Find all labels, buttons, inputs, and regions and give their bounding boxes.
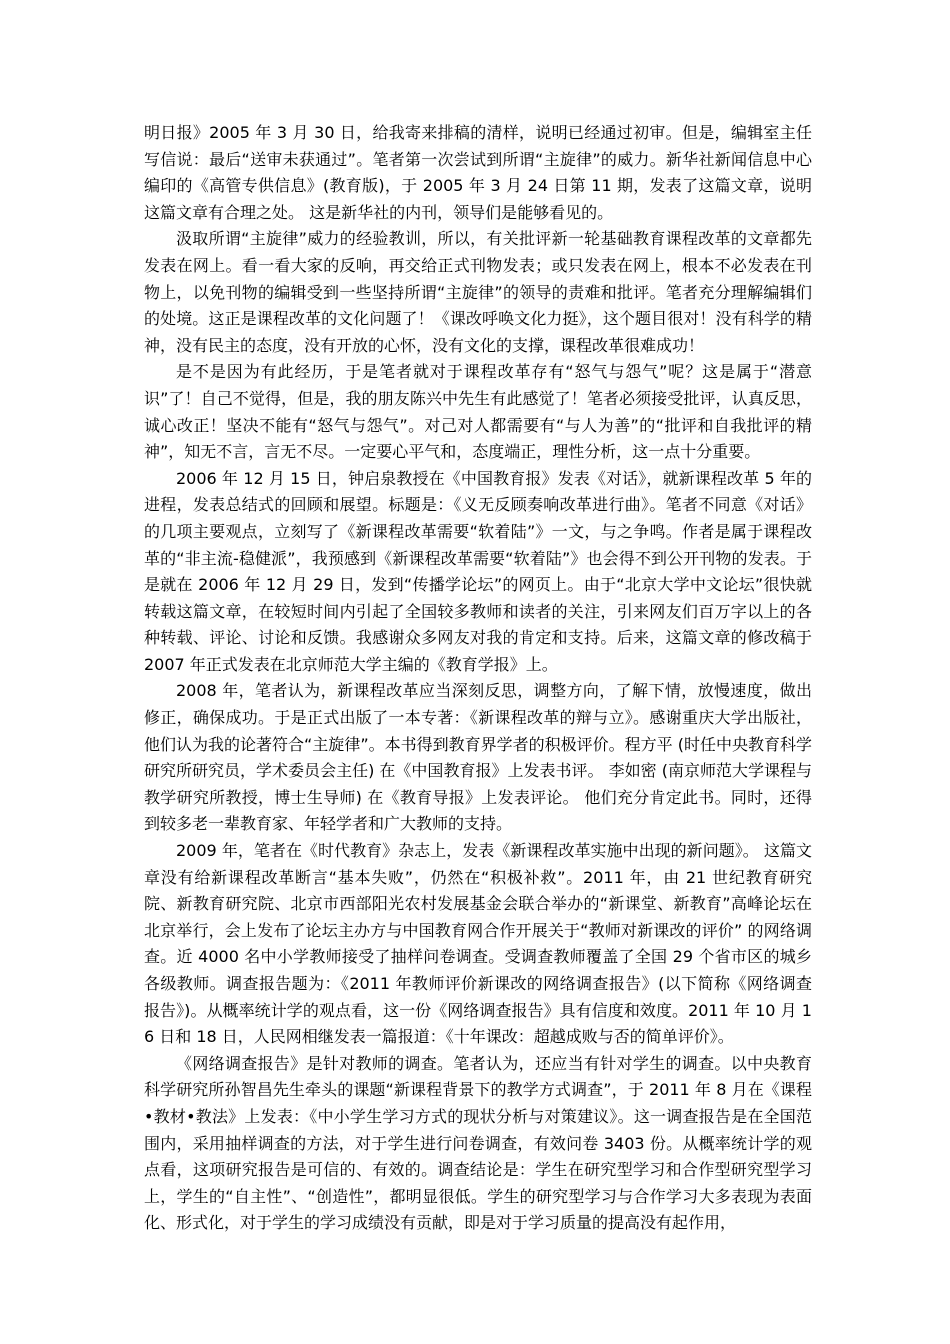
paragraph-4: 2006 年 12 月 15 日，钟启泉教授在《中国教育报》发表《对话》，就新课程改革 5 年的进程，发表总结式的回顾和展望。标题是：《义无反顾奏响改革进行曲》。笔者不同意《对话》的几项主要观点，立刻写了《新课程改革需要“软着陆”》一文，与之争鸣。作者是属于课程改革的“非主流-稳健派”，我预感到《新课程改革需要“软着陆”》也会得不到公开刊物的发表。于是就在 2006 年 12 月 29 日，发到“传播学论坛”的网页上。由于“北京大学中文论坛”很快就转载这篇文章，在较短时间内引起了全国较多教师和读者的关注，引来网友们百万字以上的各种转载、评论、讨论和反馈。我感谢众多网友对我的肯定和支持。后来，这篇文章的修改稿于 2007 年正式发表在北京师范大学主编的《教育学报》上。 xyxy=(144,468,812,674)
paragraph-2: 汲取所谓“主旋律”威力的经验教训，所以，有关批评新一轮基础教育课程改革的文章都先发表在网上。看一看大家的反响，再交给正式刊物发表；或只发表在网上，根本不必发表在刊物上，以免刊物的编辑受到一些坚持所谓“主旋律”的领导的责难和批评。笔者充分理解编辑们的处境。这正是课程改革的文化问题了！《课改呼唤文化力挺》，这个题目很对！没有科学的精神，没有民主的态度，没有开放的心怀，没有文化的支撑，课程改革很难成功！ xyxy=(144,229,812,355)
document-body xyxy=(144,120,812,1237)
paragraph-1: 明日报》2005 年 3 月 30 日，给我寄来排稿的清样，说明已经通过初审。但是，编辑室主任写信说：最后“送审未获通过”。笔者第一次尝试到所谓“主旋律”的威力。新华社新闻信息中心编印的《高管专供信息》(教育版)，于 2005 年 3 月 24 日第 11 期，发表了这篇文章，说明这篇文章有合理之处。 这是新华社的内刊，领导们是能够看见的。 xyxy=(144,123,812,222)
paragraph-3: 是不是因为有此经历，于是笔者就对于课程改革存有“怒气与怨气”呢？这是属于“潜意识”了！自己不觉得，但是，我的朋友陈兴中先生有此感觉了！笔者必须接受批评，认真反思，诚心改正！坚决不能有“怒气与怨气”。对己对人都需要有“与人为善”的“批评和自我批评的精神”，知无不言，言无不尽。一定要心平气和，态度端正，理性分析，这一点十分重要。 xyxy=(144,362,812,462)
paragraph-5: 2008 年，笔者认为，新课程改革应当深刻反思，调整方向，了解下情，放慢速度，做出修正，确保成功。于是正式出版了一本专著：《新课程改革的辩与立》。感谢重庆大学出版社，他们认为我的论著符合“主旋律”。本书得到教育界学者的积极评价。程方平 (时任中央教育科学研究所研究员，学术委员会主任) 在《中国教育报》上发表书评。 李如密 (南京师范大学课程与教学研究所教授，博士生导师) 在《教育导报》上发表评论。 他们充分肯定此书。同时，还得到较多老一辈教育家、年轻学者和广大教师的支持。 xyxy=(144,681,812,834)
paragraph-7: 《网络调查报告》是针对教师的调查。笔者认为，还应当有针对学生的调查。以中央教育科学研究所孙智昌先生牵头的课题“新课程背景下的教学方式调查”，于 2011 年 8 月在《课程•教材•教法》上发表：《中小学生学习方式的现状分析与对策建议》。这一调查报告是在全国范围内，采用抽样调查的方法，对于学生进行问卷调查，有效问卷 3403 份。从概率统计学的观点看，这项研究报告是可信的、有效的。调查结论是：学生在研究型学习和合作型研究型学习上，学生的“自主性”、“创造性”，都明显很低。学生的研究型学习与合作学习大多表现为表面化、形式化，对于学生的学习成绩没有贡献，即是对于学习质量的提高没有起作用， xyxy=(144,1053,812,1233)
paragraph-6: 2009 年，笔者在《时代教育》杂志上，发表《新课程改革实施中出现的新问题》。 这篇文章没有给新课程改革断言“基本失败”，仍然在“积极补救”。2011 年，由 21 世纪教育研究院、新教育研究院、北京市西部阳光农村发展基金会联合举办的“新课堂、新教育”高峰论坛在北京举行，会上发布了论坛主办方与中国教育网合作开展关于“教师对新课改的评价” 的网络调查。近 4000 名中小学教师接受了抽样问卷调查。受调查教师覆盖了全国 29 个省市区的城乡各级教师。调查报告题为：《2011 年教师评价新课改的网络调查报告》(以下简称《网络调查报告》)。从概率统计学的观点看，这一份《网络调查报告》具有信度和效度。2011 年 10 月 16 日和 18 日，人民网相继发表一篇报道：《十年课改：超越成败与否的简单评价》。 xyxy=(144,841,812,1047)
